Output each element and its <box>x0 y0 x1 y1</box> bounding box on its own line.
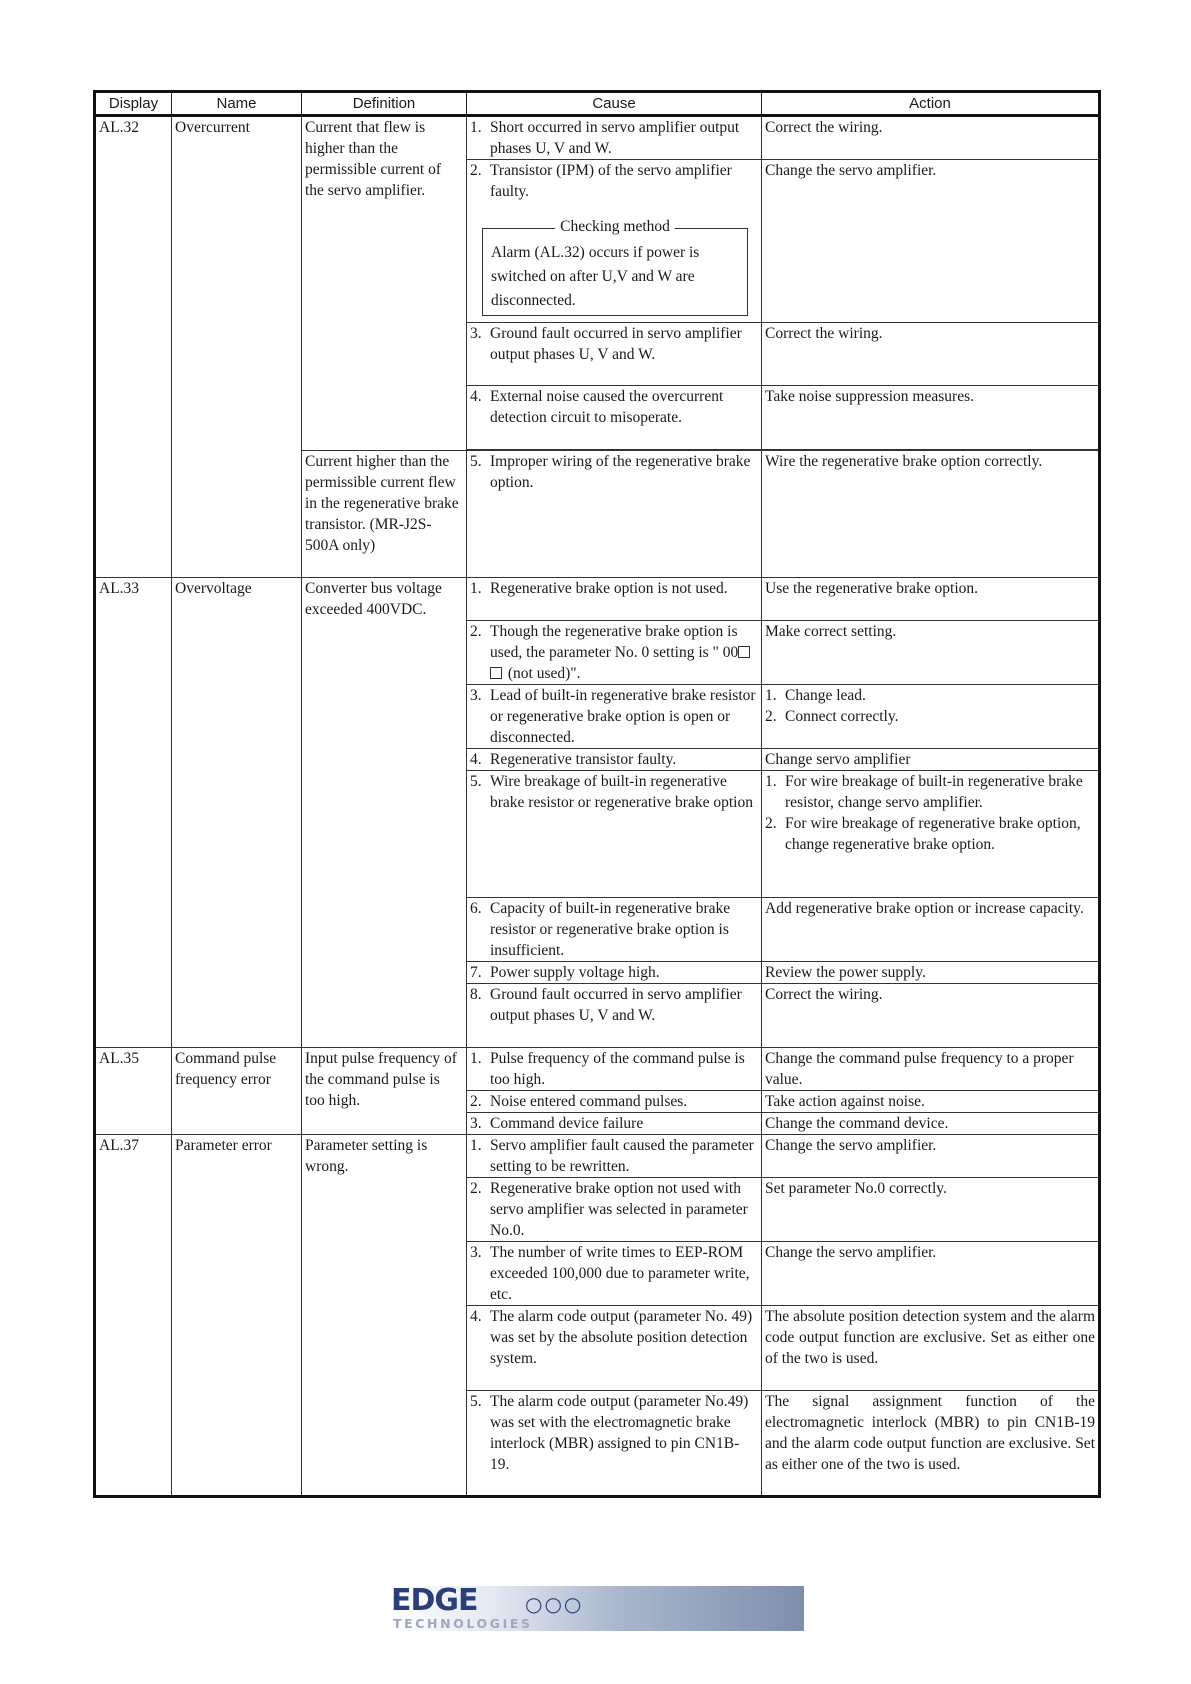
cause-text: Improper wiring of the regenerative brake option. <box>490 453 751 491</box>
cause-number: 5. <box>470 773 482 790</box>
alarm-definition: Input pulse frequency of the command pulse is too high. <box>302 1048 467 1135</box>
cause-cell <box>467 323 762 386</box>
cause-cell <box>467 386 762 450</box>
action-text: Change lead. <box>785 687 866 704</box>
square-glyph-icon <box>738 646 750 658</box>
alarm-display: AL.32 <box>95 116 172 578</box>
cause-cell <box>467 621 762 685</box>
action-cell: Correct the wiring. <box>762 984 1100 1048</box>
action-number: 2. <box>765 815 777 832</box>
alarm-definition: Converter bus voltage exceeded 400VDC. <box>302 578 467 1048</box>
header-definition: Definition <box>302 92 467 116</box>
action-cell: The absolute position detection system and the alarm code output function are exclusive. Set as either one of the two is used. <box>762 1306 1100 1391</box>
cause-number: 3. <box>470 1244 482 1261</box>
alarm-display: AL.35 <box>95 1048 172 1135</box>
alarm-name: Overvoltage <box>172 578 302 1048</box>
action-cell: Change the servo amplifier. <box>762 160 1100 323</box>
cause-number: 3. <box>470 687 482 704</box>
cause-text: Transistor (IPM) of the servo amplifier faulty. <box>490 162 732 200</box>
cause-number: 2. <box>470 623 482 640</box>
square-glyph-icon <box>490 667 502 679</box>
action-number: 2. <box>765 708 777 725</box>
cause-number: 2. <box>470 1180 482 1197</box>
action-text: Connect correctly. <box>785 708 899 725</box>
alarm-table <box>93 90 1101 1498</box>
cause-cell <box>467 578 762 621</box>
alarm-name: Parameter error <box>172 1135 302 1497</box>
cause-text: Regenerative brake option not used with servo amplifier was selected in parameter No.0. <box>490 1180 748 1239</box>
action-cell: Change the command device. <box>762 1113 1100 1135</box>
cause-text: Command device failure <box>490 1115 644 1132</box>
action-cell: Review the power supply. <box>762 962 1100 984</box>
checking-method-text: Alarm (AL.32) occurs if power is switched on after U,V and W are disconnected. <box>491 244 700 309</box>
table-row <box>95 116 1100 160</box>
action-cell: Change the command pulse frequency to a proper value. <box>762 1048 1100 1091</box>
checking-method-box <box>482 218 748 316</box>
cause-number: 1. <box>470 119 482 136</box>
header-action: Action <box>762 92 1100 116</box>
cause-text: Power supply voltage high. <box>490 964 660 981</box>
cause-cell <box>467 1242 762 1306</box>
alarm-display: AL.33 <box>95 578 172 1048</box>
cause-number: 5. <box>470 453 482 470</box>
cause-text: The alarm code output (parameter No. 49) was set by the absolute position detection system. <box>490 1308 753 1367</box>
action-cell: Take noise suppression measures. <box>762 386 1100 450</box>
alarm-name: Overcurrent <box>172 116 302 578</box>
cause-text: Pulse frequency of the command pulse is too high. <box>490 1050 745 1088</box>
cause-text: Though the regenerative brake option is used, the parameter No. 0 setting is " 00 <box>490 623 739 661</box>
action-number: 1. <box>765 773 777 790</box>
action-cell: Change the servo amplifier. <box>762 1135 1100 1178</box>
logo-circles-icon: ○○○ <box>525 1592 584 1616</box>
cause-cell <box>467 771 762 898</box>
logo-wordmark: EDGE <box>391 1583 478 1618</box>
logo-subtitle: TECHNOLOGIES <box>393 1616 533 1631</box>
cause-number: 8. <box>470 986 482 1003</box>
cause-cell <box>467 685 762 749</box>
action-cell: The signal assignment function of the electromagnetic interlock (MBR) to pin CN1B-19 and the alarm code output function are exclusive. Set as either one of the two is used. <box>762 1391 1100 1497</box>
header-cause: Cause <box>467 92 762 116</box>
cause-number: 1. <box>470 1137 482 1154</box>
cause-text: The alarm code output (parameter No.49) was set with the electromagnetic brake interlock (MBR) assigned to pin CN1B-19. <box>490 1393 749 1473</box>
action-cell: Make correct setting. <box>762 621 1100 685</box>
cause-cell <box>467 451 762 578</box>
cause-number: 3. <box>470 1115 482 1132</box>
cause-text: Lead of built-in regenerative brake resistor or regenerative brake option is open or disconnected. <box>490 687 756 746</box>
cause-text-end: (not used)". <box>507 665 581 682</box>
cause-text: Regenerative transistor faulty. <box>490 751 677 768</box>
cause-text: The number of write times to EEP-ROM exceeded 100,000 due to parameter write, etc. <box>490 1244 750 1303</box>
header-display: Display <box>95 92 172 116</box>
alarm-definition: Parameter setting is wrong. <box>302 1135 467 1497</box>
checking-method-title: Checking method <box>555 218 675 235</box>
cause-number: 2. <box>470 162 482 179</box>
cause-text: Short occurred in servo amplifier output phases U, V and W. <box>490 119 740 157</box>
cause-cell <box>467 962 762 984</box>
cause-text: Ground fault occurred in servo amplifier output phases U, V and W. <box>490 325 742 363</box>
action-cell: Change the servo amplifier. <box>762 1242 1100 1306</box>
cause-number: 6. <box>470 900 482 917</box>
action-cell: Set parameter No.0 correctly. <box>762 1178 1100 1242</box>
cause-cell <box>467 1178 762 1242</box>
cause-text: External noise caused the overcurrent detection circuit to misoperate. <box>490 388 724 426</box>
cause-number: 1. <box>470 1050 482 1067</box>
action-number: 1. <box>765 687 777 704</box>
action-text: For wire breakage of regenerative brake option, change regenerative brake option. <box>785 815 1081 853</box>
cause-number: 1. <box>470 580 482 597</box>
alarm-name: Command pulse frequency error <box>172 1048 302 1135</box>
table-row <box>95 578 1100 621</box>
cause-number: 4. <box>470 1308 482 1325</box>
cause-text: Noise entered command pulses. <box>490 1093 688 1110</box>
alarm-definition: Current higher than the permissible current flew in the regenerative brake transistor. (MR-J2S-500A only) <box>302 451 467 578</box>
action-cell: Wire the regenerative brake option correctly. <box>762 451 1100 578</box>
cause-text: Ground fault occurred in servo amplifier output phases U, V and W. <box>490 986 742 1024</box>
alarm-display: AL.37 <box>95 1135 172 1497</box>
cause-number: 5. <box>470 1393 482 1410</box>
cause-cell <box>467 160 762 323</box>
header-name: Name <box>172 92 302 116</box>
action-cell <box>762 685 1100 749</box>
action-cell: Take action against noise. <box>762 1091 1100 1113</box>
cause-cell <box>467 1135 762 1178</box>
action-cell: Change servo amplifier <box>762 749 1100 771</box>
cause-number: 7. <box>470 964 482 981</box>
cause-cell <box>467 1091 762 1113</box>
edge-technologies-logo <box>391 1583 804 1631</box>
cause-cell <box>467 898 762 962</box>
cause-cell <box>467 116 762 160</box>
cause-cell <box>467 749 762 771</box>
cause-cell <box>467 1306 762 1391</box>
action-cell: Add regenerative brake option or increase capacity. <box>762 898 1100 962</box>
table-header <box>95 92 1100 116</box>
action-cell: Use the regenerative brake option. <box>762 578 1100 621</box>
cause-cell <box>467 1113 762 1135</box>
cause-cell <box>467 1391 762 1497</box>
action-cell: Correct the wiring. <box>762 116 1100 160</box>
action-cell <box>762 771 1100 898</box>
action-text: For wire breakage of built-in regenerative brake resistor, change servo amplifier. <box>785 773 1083 811</box>
cause-number: 3. <box>470 325 482 342</box>
cause-cell <box>467 984 762 1048</box>
action-cell: Correct the wiring. <box>762 323 1100 386</box>
cause-number: 2. <box>470 1093 482 1110</box>
cause-text: Servo amplifier fault caused the parameter setting to be rewritten. <box>490 1137 754 1175</box>
table-row <box>95 1135 1100 1178</box>
cause-text: Wire breakage of built-in regenerative brake resistor or regenerative brake option <box>490 773 753 811</box>
cause-text: Regenerative brake option is not used. <box>490 580 728 597</box>
cause-number: 4. <box>470 751 482 768</box>
cause-cell <box>467 1048 762 1091</box>
cause-text: Capacity of built-in regenerative brake resistor or regenerative brake option is insufficient. <box>490 900 731 959</box>
alarm-definition: Current that flew is higher than the permissible current of the servo amplifier. <box>302 116 467 451</box>
cause-number: 4. <box>470 388 482 405</box>
table-row <box>95 1048 1100 1091</box>
